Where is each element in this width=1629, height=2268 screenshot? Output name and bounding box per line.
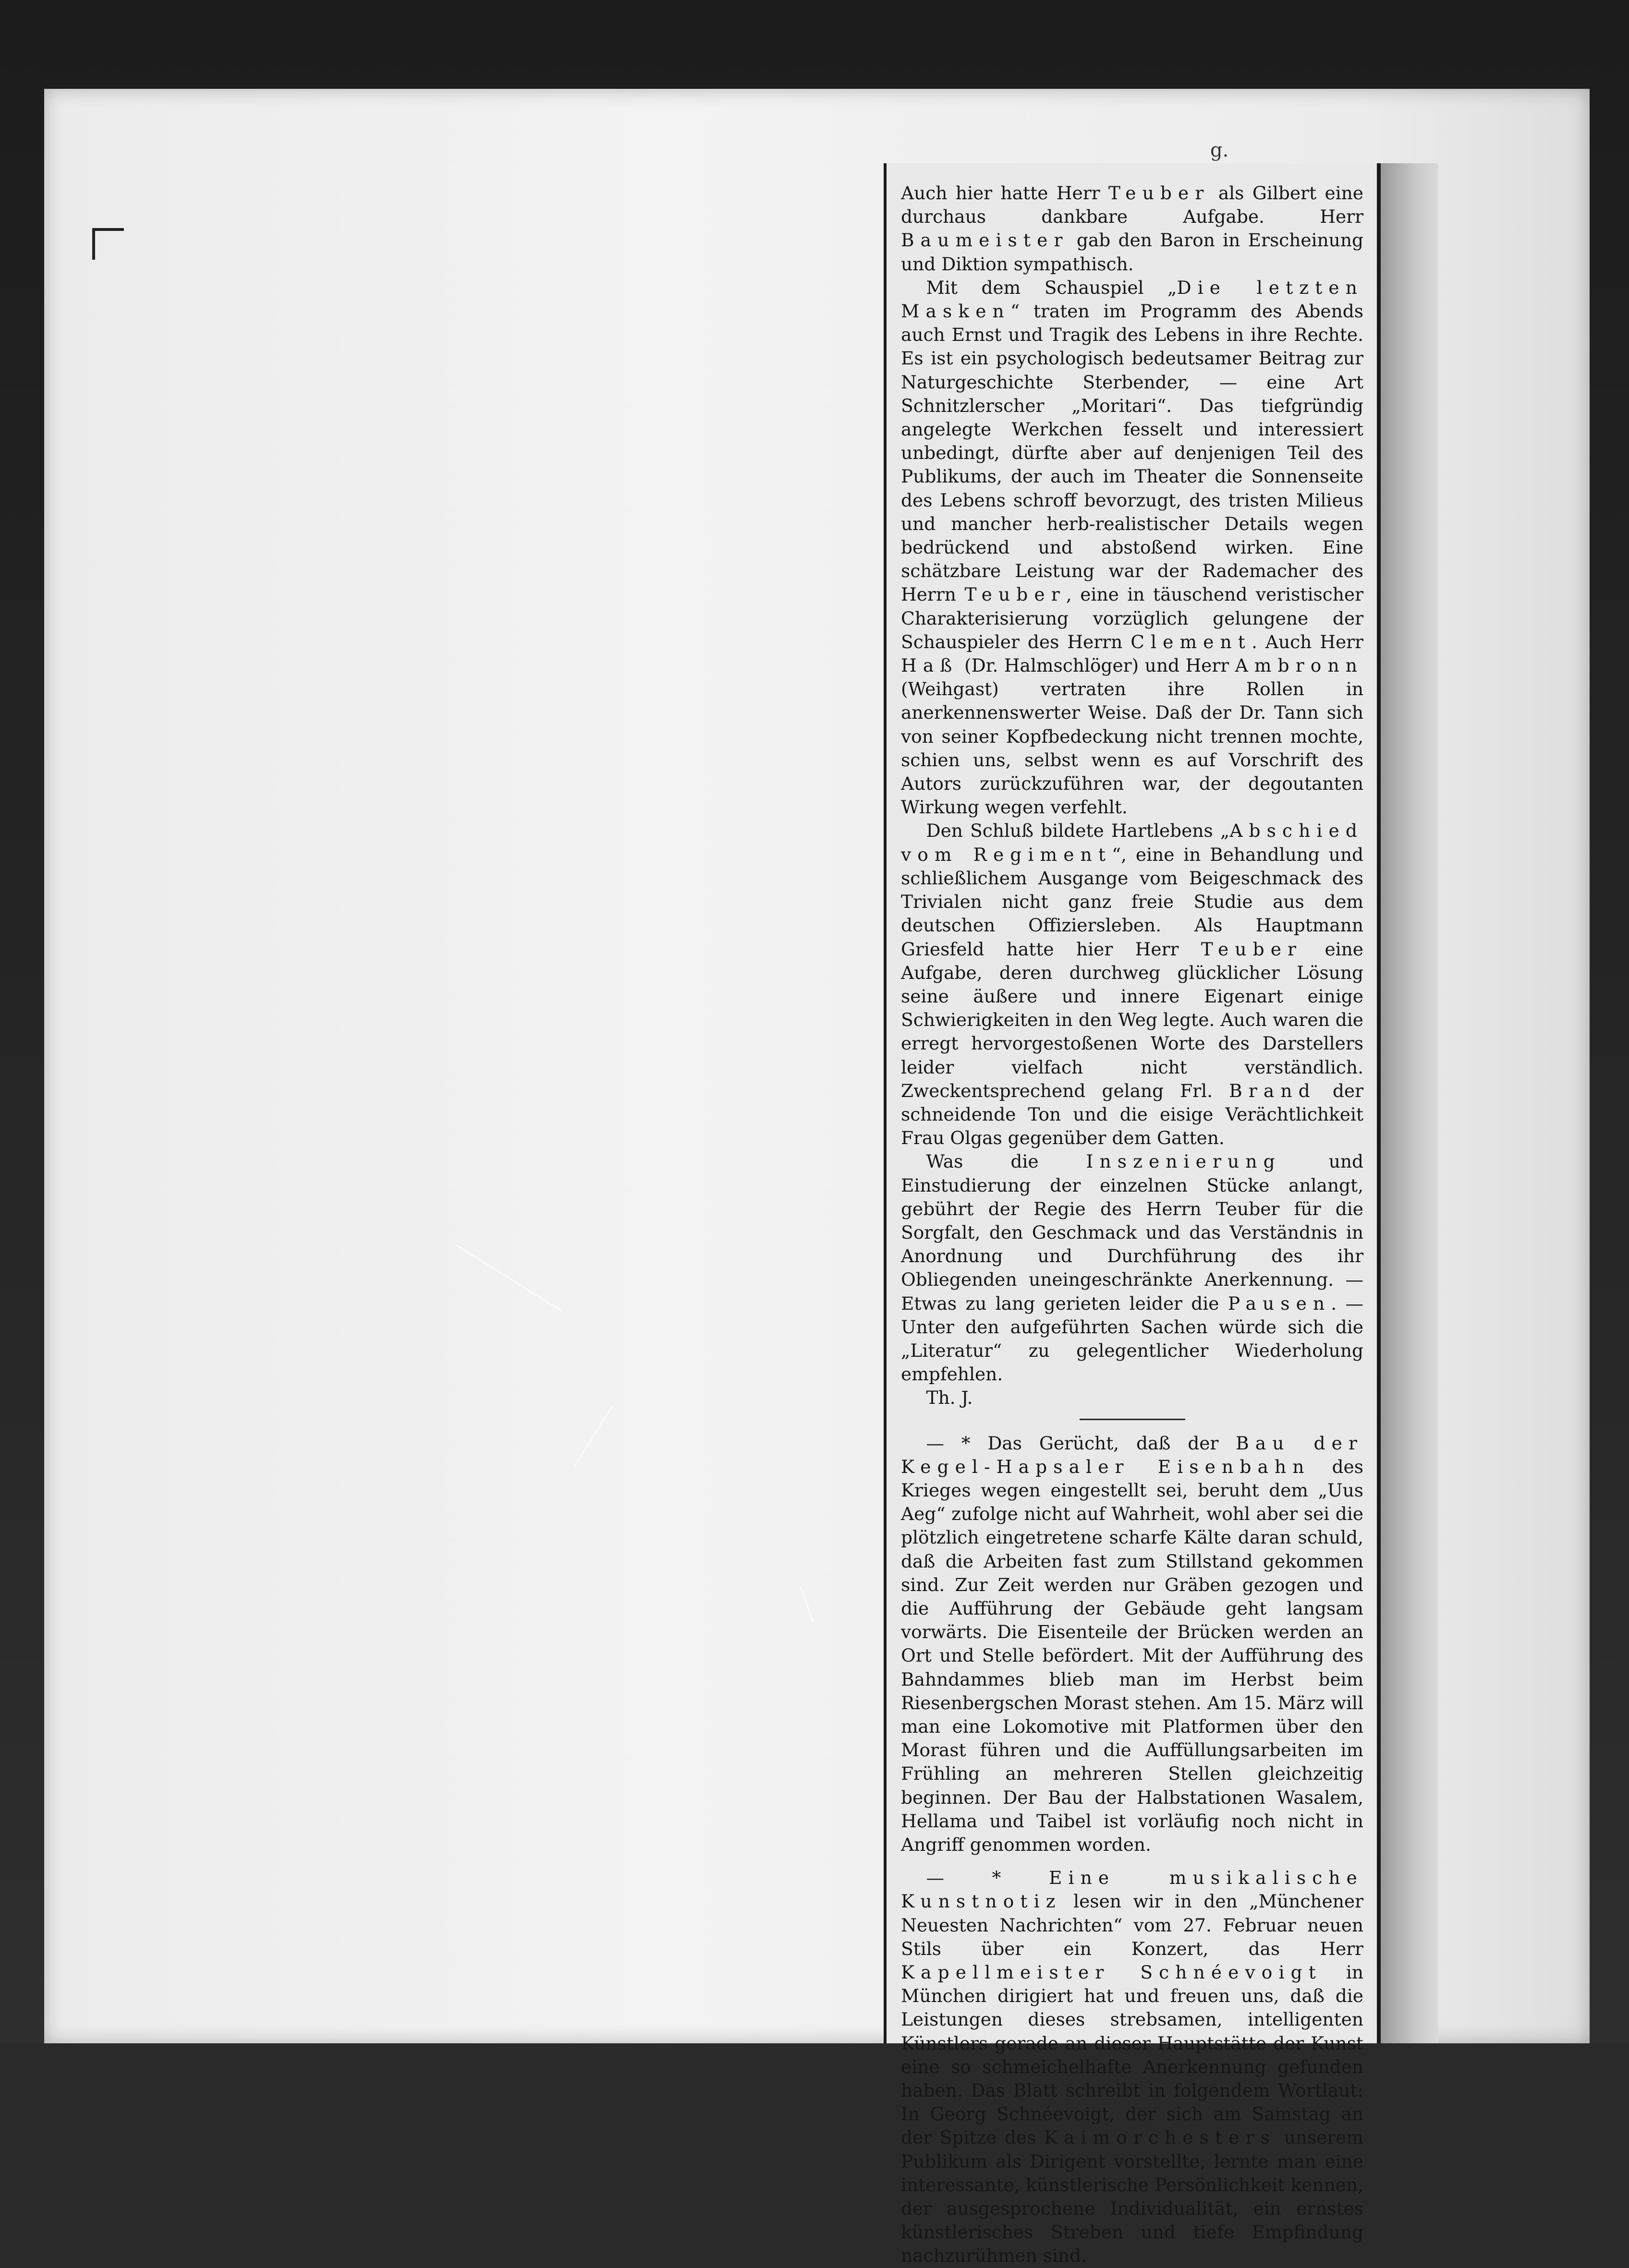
review-paragraph: Mit dem Schauspiel „Die letzten Masken“ traten im Programm des Abends auch Ernst und Tragik des Lebens in ihre Rechte. Es ist ein psychologisch bedeutsamer Beitrag zur Naturgeschichte Sterbender, — eine Art Schnitzlerscher „Moritari“. Das tiefgründig angelegte Werkchen fesselt und interessiert unbedingt, dürfte aber auf denjenigen Teil des Publikums, der auch im Theater die Sonnenseite des Lebens schroff bevorzugt, des tristen Milieus und mancher herb-realistischer Details wegen bedrückend und abstoßend wirken. Eine schätzbare Leistung war der Rademacher des Herrn Teuber, eine in täuschend veristischer Charakterisierung vorzüglich gelungene der Schauspieler des Herrn Clement. Auch Herr Haß (Dr. Halmschlöger) und Herr Ambronn (Weihgast) vertraten ihre Rollen in anerkennenswerter Weise. Daß der Dr. Tann sich von seiner Kopfbedeckung nicht trennen mochte, schien uns, selbst wenn es auf Vorschrift des Autors zurückzuführen war, der degoutanten Wirkung wegen verfehlt. — [901, 277, 1363, 818]
corner-mark — [92, 228, 124, 260]
spaced-emphasis: Baumeister — [901, 229, 1069, 251]
spaced-emphasis: Bau der Kegel-Hapsaler Eisenbahn — [901, 1432, 1363, 1477]
spaced-emphasis: Haß — [901, 655, 959, 676]
review-signature: Th. J. — [926, 1387, 973, 1409]
spaced-emphasis: Kaimorchesters — [1044, 2127, 1276, 2148]
notice-paragraph: — * Das Gerücht, daß der Bau der Kegel-Hapsaler Eisenbahn des Krieges wegen eingestellt sei, beruht dem „Uus Aeg“ zufolge nicht auf Wahrheit, wohl aber sei die plötzlich eingetretene scharfe Kälte daran schuld, daß die Arbeiten fast zum Stillstand gekommen sind. Zur Zeit werden nur Gräben gezogen und die Aufführung der Gebäude geht langsam vorwärts. Die Eisenteile der Brücken werden an Ort und Stelle befördert. Mit der Aufführung des Bahndammes blieb man im Herbst beim Riesenbergschen Morast stehen. Am 15. März will man eine Lokomotive mit Platformen über den Morast führen und die Auffüllungsarbeiten im Frühling an mehreren Stellen gleichzeitig beginnen. Der Bau der Halbstationen Wasalem, Hellama und Taibel ist vorläufig noch nicht in Angriff genommen worden. — [901, 1432, 1363, 1856]
spaced-emphasis: Teuber — [1201, 938, 1303, 960]
spaced-emphasis: Brand — [1229, 1080, 1316, 1101]
spaced-emphasis: Abschied vom Regiment — [901, 820, 1363, 865]
header-fragment: g. — [1210, 139, 1229, 161]
spaced-emphasis: Die letzten Masken — [901, 277, 1363, 322]
local-notices — [901, 1432, 1363, 2268]
newspaper-clipping — [884, 163, 1381, 2267]
spaced-emphasis: Teuber — [1108, 182, 1210, 204]
review-paragraph: Was die Inszenierung und Einstudierung der einzelnen Stücke anlangt, gebührt der Regie des Herrn Teuber für die Sorgfalt, den Geschmack und das Verständnis in Anordnung und Durchführung des ihr Obliegenden uneingeschränkte Anerkennung. — Etwas zu lang gerieten leider die Pausen. — Unter den aufgeführten Sachen würde sich die „Literatur“ zu gelegentlicher Wiederholung empfehlen. — [901, 1151, 1363, 1385]
spaced-emphasis: Inszenierung — [1086, 1151, 1281, 1172]
spaced-emphasis: Ambronn — [1235, 655, 1363, 676]
review-paragraph: Den Schluß bildete Hartlebens „Abschied vom Regiment“, eine in Behandlung und schließlichem Ausgange vom Beigeschmack des Trivialen nicht ganz freie Studie aus dem deutschen Offiziersleben. Als Hauptmann Griesfeld hatte hier Herr Teuber eine Aufgabe, deren durchweg glücklicher Lösung seine äußere und innere Eigenart einige Schwierigkeiten in den Weg legte. Auch waren die erregt hervorgestoßenen Worte des Darstellers leider vielfach nicht verständlich. Zweckentsprechend gelang Frl. Brand der schneidende Ton und die eisige Verächtlichkeit Frau Olgas gegenüber dem Gatten. — [901, 820, 1364, 1149]
clipping-shadow — [1381, 163, 1438, 2043]
notice-paragraph: — * Eine musikalische Kunstnotiz lesen wir in den „Münchener Neuesten Nachrichten“ vom 27. Februar neuen Stils über ein Konzert, das Herr Kapellmeister Schnéevoigt in München dirigiert hat und freuen uns, daß die Leistungen dieses strebsamen, intelligenten Künstlers gerade an dieser Hauptstätte der Kunst eine so schmeichelhafte Anerkennung gefunden haben. Das Blatt schreibt in folgendem Wortlaut: In Georg Schnéevoigt, der sich am Samstag an der Spitze des Kaimorchesters unserem Publikum als Dirigent vorstellte, lernte man eine interessante, künstlerische Persönlichkeit kennen, der ausgesprochene Individualität, ein ernstes künstlerisches Streben und tiefe Empfindung nachzurühmen sind. — [901, 1867, 1363, 2267]
spaced-emphasis: Eine musikalische Kunstnotiz — [901, 1867, 1363, 1912]
spaced-emphasis: Teuber — [964, 584, 1066, 605]
spaced-emphasis: Kapellmeister Schnéevoigt — [901, 1962, 1322, 1983]
review-paragraph: Auch hier hatte Herr Teuber als Gilbert eine durchaus dankbare Aufgabe. Herr Baumeister gab den Baron in Erscheinung und Diktion sympathisch. — [901, 182, 1363, 275]
theatre-review — [901, 181, 1363, 1386]
spaced-emphasis: Pausen — [1228, 1292, 1331, 1314]
spaced-emphasis: Clement — [1131, 631, 1252, 652]
section-rule — [1080, 1419, 1185, 1420]
